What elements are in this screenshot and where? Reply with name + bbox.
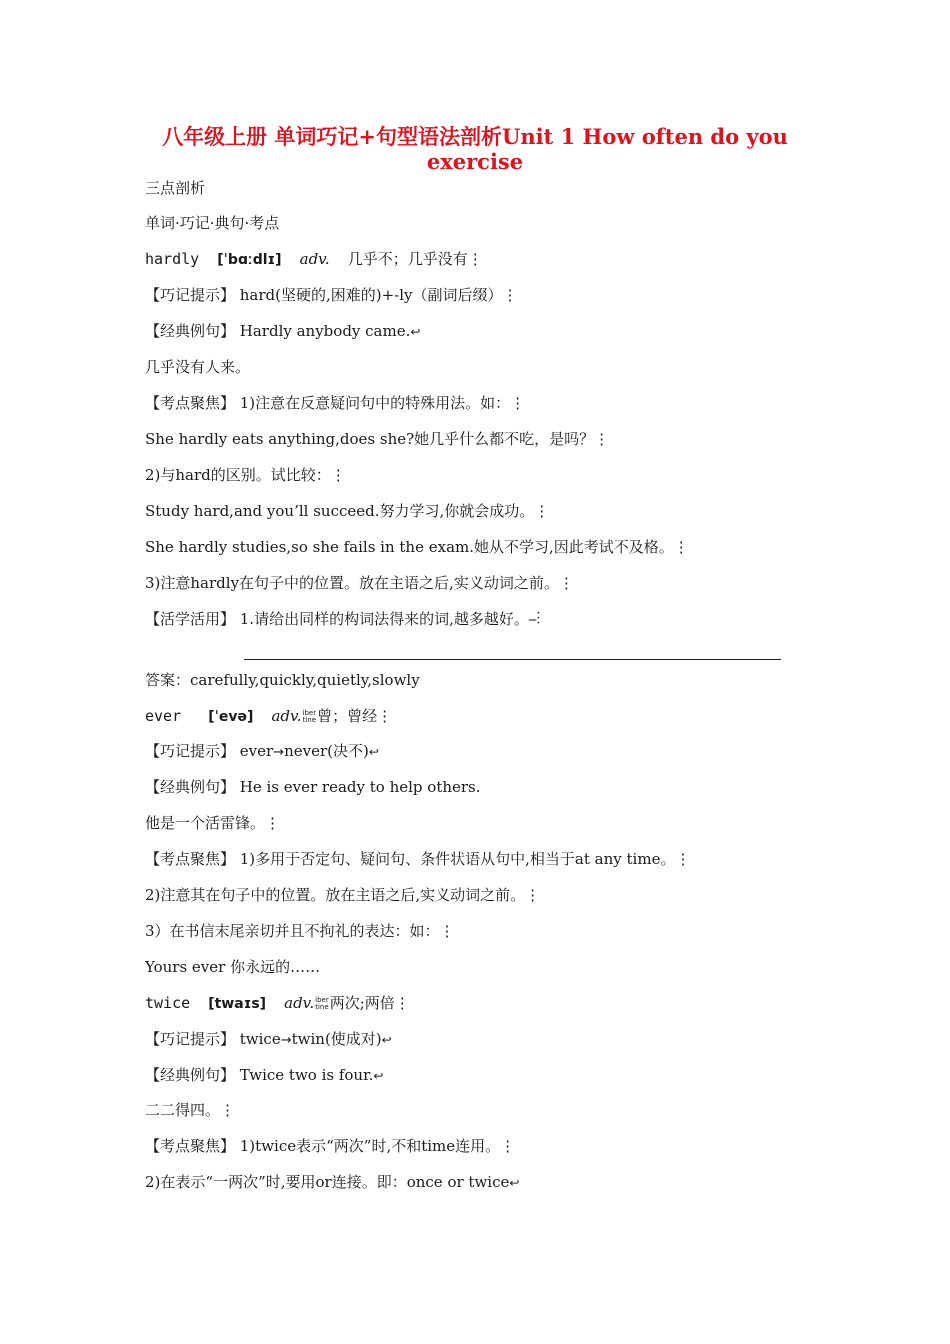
vocab-entry-ever [145, 706, 392, 727]
return-mark-icon: ↩ [381, 1033, 392, 1047]
example-translation: 他是一个活雷锋。⋮ [145, 814, 281, 832]
meaning: 曾；曾经⋮ [317, 707, 393, 725]
return-mark-icon: ↩ [509, 1176, 520, 1190]
key-point-example: Study hard,and you’ll succeed.努力学习,你就会成功。⋮ [145, 502, 550, 520]
vocab-entry-twice [145, 993, 410, 1014]
key-point-example: She hardly studies,so she fails in the exam.她从不学习,因此考试不及格。⋮ [145, 538, 689, 556]
return-mark-icon: ↩ [373, 1069, 384, 1083]
key-point-example: She hardly eats anything,does she?她几乎什么都不吃，是吗？⋮ [145, 430, 610, 448]
example-sentence: 【经典例句】 Twice two is four.↩ [145, 1066, 384, 1084]
meaning: 两次;两倍⋮ [329, 994, 410, 1012]
memory-tip: 【巧记提示】 hard(坚硬的,困难的)+-ly（副词后缀）⋮ [145, 286, 518, 304]
vocab-entry-hardly [145, 249, 483, 270]
page-title [0, 124, 950, 174]
vocab-word: twice [145, 994, 191, 1012]
vocab-word: ever [145, 707, 182, 725]
phonetic: [twaɪs] [208, 996, 267, 1012]
key-point: 3)注意hardly在句子中的位置。放在主语之后,实义动词之前。⋮ [145, 574, 574, 592]
arrow-right-icon: → [273, 745, 285, 760]
vocab-word: hardly [145, 250, 200, 268]
example-translation: 二二得四。⋮ [145, 1101, 236, 1119]
tiny-glyph: iber tine [315, 995, 329, 1011]
key-point: 2)注意其在句子中的位置。放在主语之后,实义动词之前。⋮ [145, 886, 541, 904]
title-line-1: 八年级上册 单词巧记+句型语法剖析Unit 1 How often do you [162, 124, 788, 149]
key-point: 【考点聚焦】 1)twice表示“两次”时,不和time连用。⋮ [145, 1137, 516, 1155]
meaning: 几乎不；几乎没有⋮ [347, 250, 483, 268]
practice-item: 【活学活用】 1.请给出同样的构词法得来的词,越多越好。⎯⋮ [145, 610, 541, 628]
answer-blank-line [244, 659, 781, 660]
section-subheading: 单词·巧记·典句·考点 [145, 214, 280, 232]
answer-line: 答案：carefully,quickly,quietly,slowly [145, 671, 420, 689]
return-mark-icon: ↩ [368, 745, 379, 759]
part-of-speech: adv. [284, 994, 315, 1012]
example-sentence: 【经典例句】 Hardly anybody came.↩ [145, 322, 421, 340]
key-point-example: Yours ever 你永远的…… [145, 958, 321, 976]
phonetic: [ˈbɑːdlɪ] [217, 252, 282, 268]
return-mark-icon: ↩ [410, 325, 421, 339]
phonetic: [ˈevə] [208, 709, 254, 725]
title-line-2: exercise [426, 149, 524, 174]
arrow-right-icon: → [280, 1033, 292, 1048]
key-point: 2)与hard的区别。试比较：⋮ [145, 466, 346, 484]
tiny-glyph: iber tine [302, 708, 317, 724]
memory-tip: 【巧记提示】 twice→twin(使成对)↩ [145, 1030, 392, 1048]
example-sentence: 【经典例句】 He is ever ready to help others. [145, 778, 481, 796]
key-point: 2)在表示“一两次”时,要用or连接。即：once or twice↩ [145, 1173, 520, 1191]
memory-tip: 【巧记提示】 ever→never(决不)↩ [145, 742, 379, 760]
key-point: 【考点聚焦】 1)注意在反意疑问句中的特殊用法。如：⋮ [145, 394, 526, 412]
example-translation: 几乎没有人来。 [145, 358, 251, 376]
part-of-speech: adv. [271, 707, 302, 725]
key-point: 【考点聚焦】 1)多用于否定句、疑问句、条件状语从句中,相当于at any time。⋮ [145, 850, 691, 868]
part-of-speech: adv. [299, 250, 330, 268]
key-point: 3）在书信末尾亲切并且不拘礼的表达：如：⋮ [145, 922, 455, 940]
section-heading: 三点剖析 [145, 179, 206, 197]
